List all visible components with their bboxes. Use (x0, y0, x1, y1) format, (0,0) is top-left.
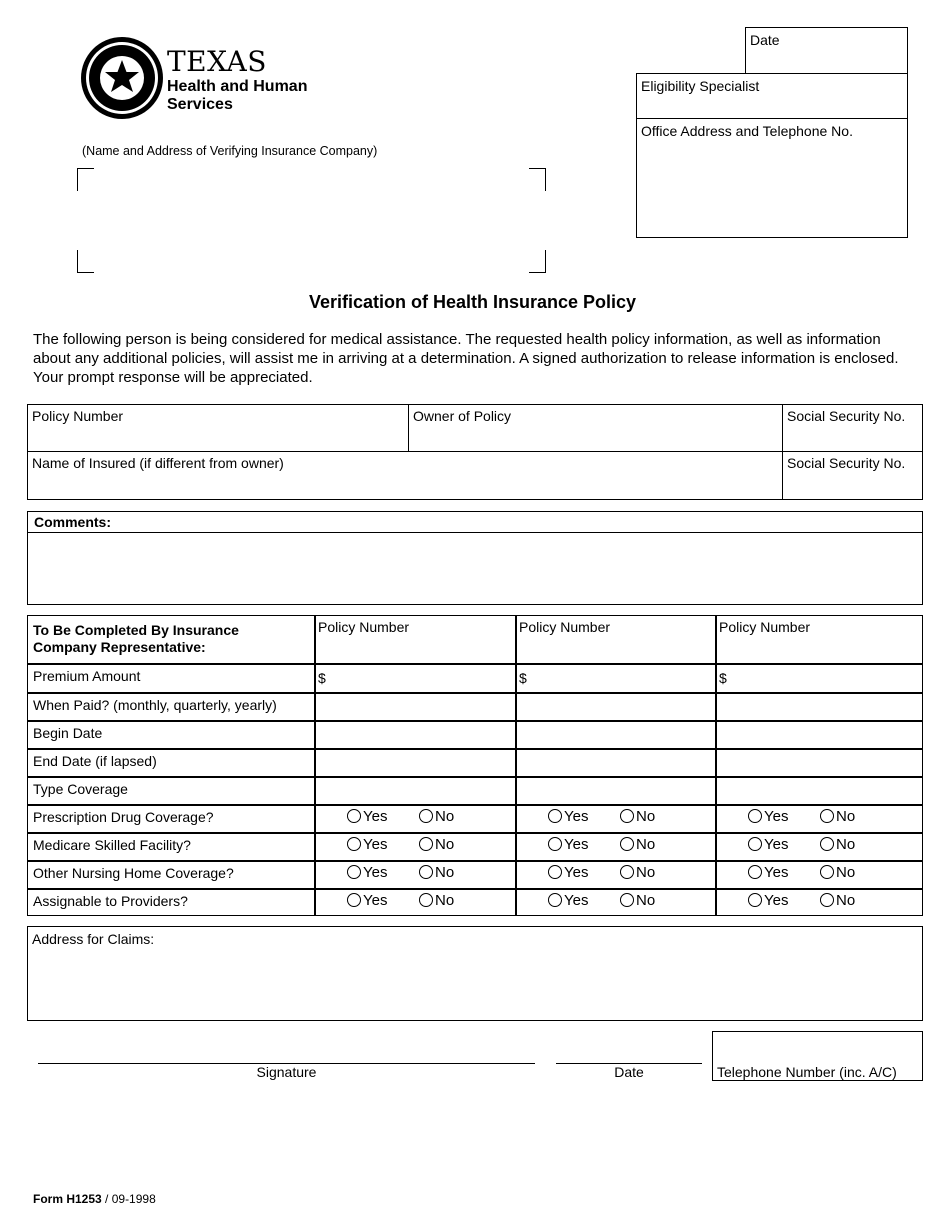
radio-no-icon[interactable] (620, 865, 634, 879)
radio-yes-icon[interactable] (347, 809, 361, 823)
radio-yes-icon[interactable] (748, 809, 762, 823)
radio-no-icon[interactable] (419, 865, 433, 879)
yes-option[interactable] (748, 892, 788, 909)
yes-option[interactable] (548, 808, 588, 825)
owner-field[interactable] (408, 404, 782, 451)
rep-row-label: Type Coverage (33, 781, 128, 797)
logo-hhs-line1: Health and Human (167, 78, 308, 95)
yes-label: Yes (564, 808, 589, 825)
radio-no-icon[interactable] (419, 837, 433, 851)
no-option[interactable] (820, 808, 855, 825)
yes-label: Yes (564, 864, 589, 881)
radio-yes-icon[interactable] (748, 865, 762, 879)
radio-no-icon[interactable] (419, 893, 433, 907)
date-field[interactable] (745, 27, 908, 74)
no-option[interactable] (820, 892, 855, 909)
policy-column-header[interactable]: Policy Number (318, 619, 410, 635)
intro-paragraph: The following person is being considered for medical assistance. The requested health policy information, as well as information about any additional policies, will assist me in arriving at a determination. A signed authorization to release information is enclosed. Your prompt response will be appreciated. (33, 331, 899, 386)
policy-number-field[interactable] (27, 404, 408, 451)
rep-row-label: Premium Amount (33, 668, 141, 684)
no-option[interactable] (419, 836, 454, 853)
telephone-field[interactable] (712, 1031, 923, 1081)
no-label: No (636, 864, 656, 881)
yes-label: Yes (363, 864, 388, 881)
radio-yes-icon[interactable] (548, 837, 562, 851)
logo-hhs-line2: Services (167, 96, 233, 113)
no-option[interactable] (620, 836, 655, 853)
rep-row-label: Assignable to Providers? (33, 893, 188, 909)
radio-no-icon[interactable] (620, 893, 634, 907)
rep-input-cell[interactable] (517, 750, 713, 774)
no-option[interactable] (620, 892, 655, 909)
rep-input-cell[interactable] (717, 778, 921, 802)
rep-input-cell[interactable] (717, 694, 921, 718)
no-option[interactable] (419, 864, 454, 881)
no-option[interactable] (820, 864, 855, 881)
yes-option[interactable] (548, 864, 588, 881)
address-corner-top-left (77, 168, 94, 191)
no-label: No (435, 808, 455, 825)
rep-input-cell[interactable] (316, 778, 513, 802)
comments-header (27, 511, 923, 533)
radio-no-icon[interactable] (820, 893, 834, 907)
page-title: Verification of Health Insurance Policy (308, 292, 637, 312)
radio-yes-icon[interactable] (347, 837, 361, 851)
logo-texas-text: TEXAS (167, 45, 267, 78)
telephone-label: Telephone Number (inc. A/C) (717, 1064, 897, 1080)
rep-input-cell[interactable] (517, 778, 713, 802)
ssn-label-1: Social Security No. (787, 408, 906, 424)
date-label: Date (750, 32, 780, 48)
address-corner-top-right (529, 168, 546, 191)
policy-column-header[interactable]: Policy Number (519, 619, 611, 635)
claims-address-field[interactable] (27, 926, 923, 1021)
claims-label: Address for Claims: (32, 931, 155, 947)
yes-label: Yes (363, 892, 388, 909)
ssn-label-2: Social Security No. (787, 455, 906, 471)
yes-option[interactable] (548, 892, 588, 909)
rep-row-label: When Paid? (monthly, quarterly, yearly) (33, 697, 277, 713)
comments-label: Comments: (34, 514, 112, 530)
no-label: No (636, 892, 656, 909)
radio-no-icon[interactable] (419, 809, 433, 823)
yes-label: Yes (363, 808, 388, 825)
rep-row-label: Other Nursing Home Coverage? (33, 865, 234, 881)
company-label: (Name and Address of Verifying Insurance Company) (82, 144, 378, 158)
rep-input-cell[interactable] (517, 722, 713, 746)
no-label: No (836, 864, 856, 881)
no-option[interactable] (419, 808, 454, 825)
radio-yes-icon[interactable] (347, 865, 361, 879)
rep-input-cell[interactable] (717, 750, 921, 774)
yes-label: Yes (764, 808, 789, 825)
rep-row-label: Prescription Drug Coverage? (33, 809, 214, 825)
policy-number-label: Policy Number (32, 408, 124, 424)
comments-field[interactable] (27, 532, 923, 605)
form-id (33, 1192, 156, 1206)
yes-label: Yes (564, 836, 589, 853)
specialist-field[interactable] (636, 73, 908, 119)
radio-yes-icon[interactable] (748, 837, 762, 851)
yes-label: Yes (363, 836, 388, 853)
address-corner-bottom-left (77, 250, 94, 273)
yes-label: Yes (764, 864, 789, 881)
office-label: Office Address and Telephone No. (641, 123, 853, 139)
rep-table-hline (27, 860, 923, 862)
no-label: No (435, 836, 455, 853)
radio-yes-icon[interactable] (548, 809, 562, 823)
yes-option[interactable] (347, 808, 387, 825)
rep-table-hline (27, 832, 923, 834)
sign-date-label: Date (614, 1064, 644, 1080)
radio-yes-icon[interactable] (748, 893, 762, 907)
policy-column-header[interactable]: Policy Number (719, 619, 811, 635)
radio-yes-icon[interactable] (347, 893, 361, 907)
owner-label: Owner of Policy (413, 408, 512, 424)
ssn-field-1[interactable] (782, 404, 923, 451)
yes-option[interactable] (748, 808, 788, 825)
no-label: No (435, 864, 455, 881)
address-corner-bottom-right (529, 250, 546, 273)
rep-row-label: End Date (if lapsed) (33, 753, 157, 769)
premium-amount-field[interactable]: $ (519, 670, 527, 686)
radio-yes-icon[interactable] (548, 865, 562, 879)
rep-input-cell[interactable] (316, 750, 513, 774)
rep-table-header: To Be Completed By Insurance Company Representative: (33, 622, 239, 655)
yes-option[interactable] (748, 864, 788, 881)
rep-input-cell[interactable] (316, 694, 513, 718)
ssn-field-2[interactable] (782, 451, 923, 499)
radio-no-icon[interactable] (820, 837, 834, 851)
rep-table-hline (27, 663, 923, 665)
office-field[interactable] (636, 118, 908, 238)
radio-yes-icon[interactable] (548, 893, 562, 907)
form-number: Form H1253 (33, 1192, 102, 1206)
no-label: No (836, 808, 856, 825)
signature-label: Signature (256, 1064, 317, 1080)
yes-option[interactable] (347, 864, 387, 881)
no-option[interactable] (620, 864, 655, 881)
radio-no-icon[interactable] (820, 809, 834, 823)
no-label: No (636, 836, 656, 853)
no-label: No (836, 836, 856, 853)
rep-input-cell[interactable] (316, 722, 513, 746)
no-label: No (435, 892, 455, 909)
yes-label: Yes (564, 892, 589, 909)
rep-row-label: Medicare Skilled Facility? (33, 837, 191, 853)
rep-row-label: Begin Date (33, 725, 103, 741)
rep-table-hline (27, 804, 923, 806)
rep-input-cell[interactable] (517, 694, 713, 718)
yes-option[interactable] (347, 892, 387, 909)
yes-label: Yes (764, 836, 789, 853)
premium-amount-field[interactable]: $ (719, 670, 727, 686)
no-option[interactable] (419, 892, 454, 909)
no-option[interactable] (820, 836, 855, 853)
no-label: No (836, 892, 856, 909)
radio-no-icon[interactable] (620, 837, 634, 851)
texas-hhs-logo (79, 35, 309, 125)
insured-label: Name of Insured (if different from owner) (32, 455, 284, 471)
no-label: No (636, 808, 656, 825)
rep-input-cell[interactable] (717, 722, 921, 746)
no-option[interactable] (620, 808, 655, 825)
yes-option[interactable] (748, 836, 788, 853)
rep-table-hline (27, 888, 923, 890)
texas-seal-icon (79, 35, 165, 121)
yes-option[interactable] (347, 836, 387, 853)
specialist-label: Eligibility Specialist (641, 78, 760, 94)
insured-field[interactable] (27, 451, 782, 499)
premium-amount-field[interactable]: $ (318, 670, 326, 686)
yes-option[interactable] (548, 836, 588, 853)
form-date: / 09-1998 (105, 1192, 156, 1206)
radio-no-icon[interactable] (620, 809, 634, 823)
yes-label: Yes (764, 892, 789, 909)
radio-no-icon[interactable] (820, 865, 834, 879)
rep-table (27, 615, 923, 916)
